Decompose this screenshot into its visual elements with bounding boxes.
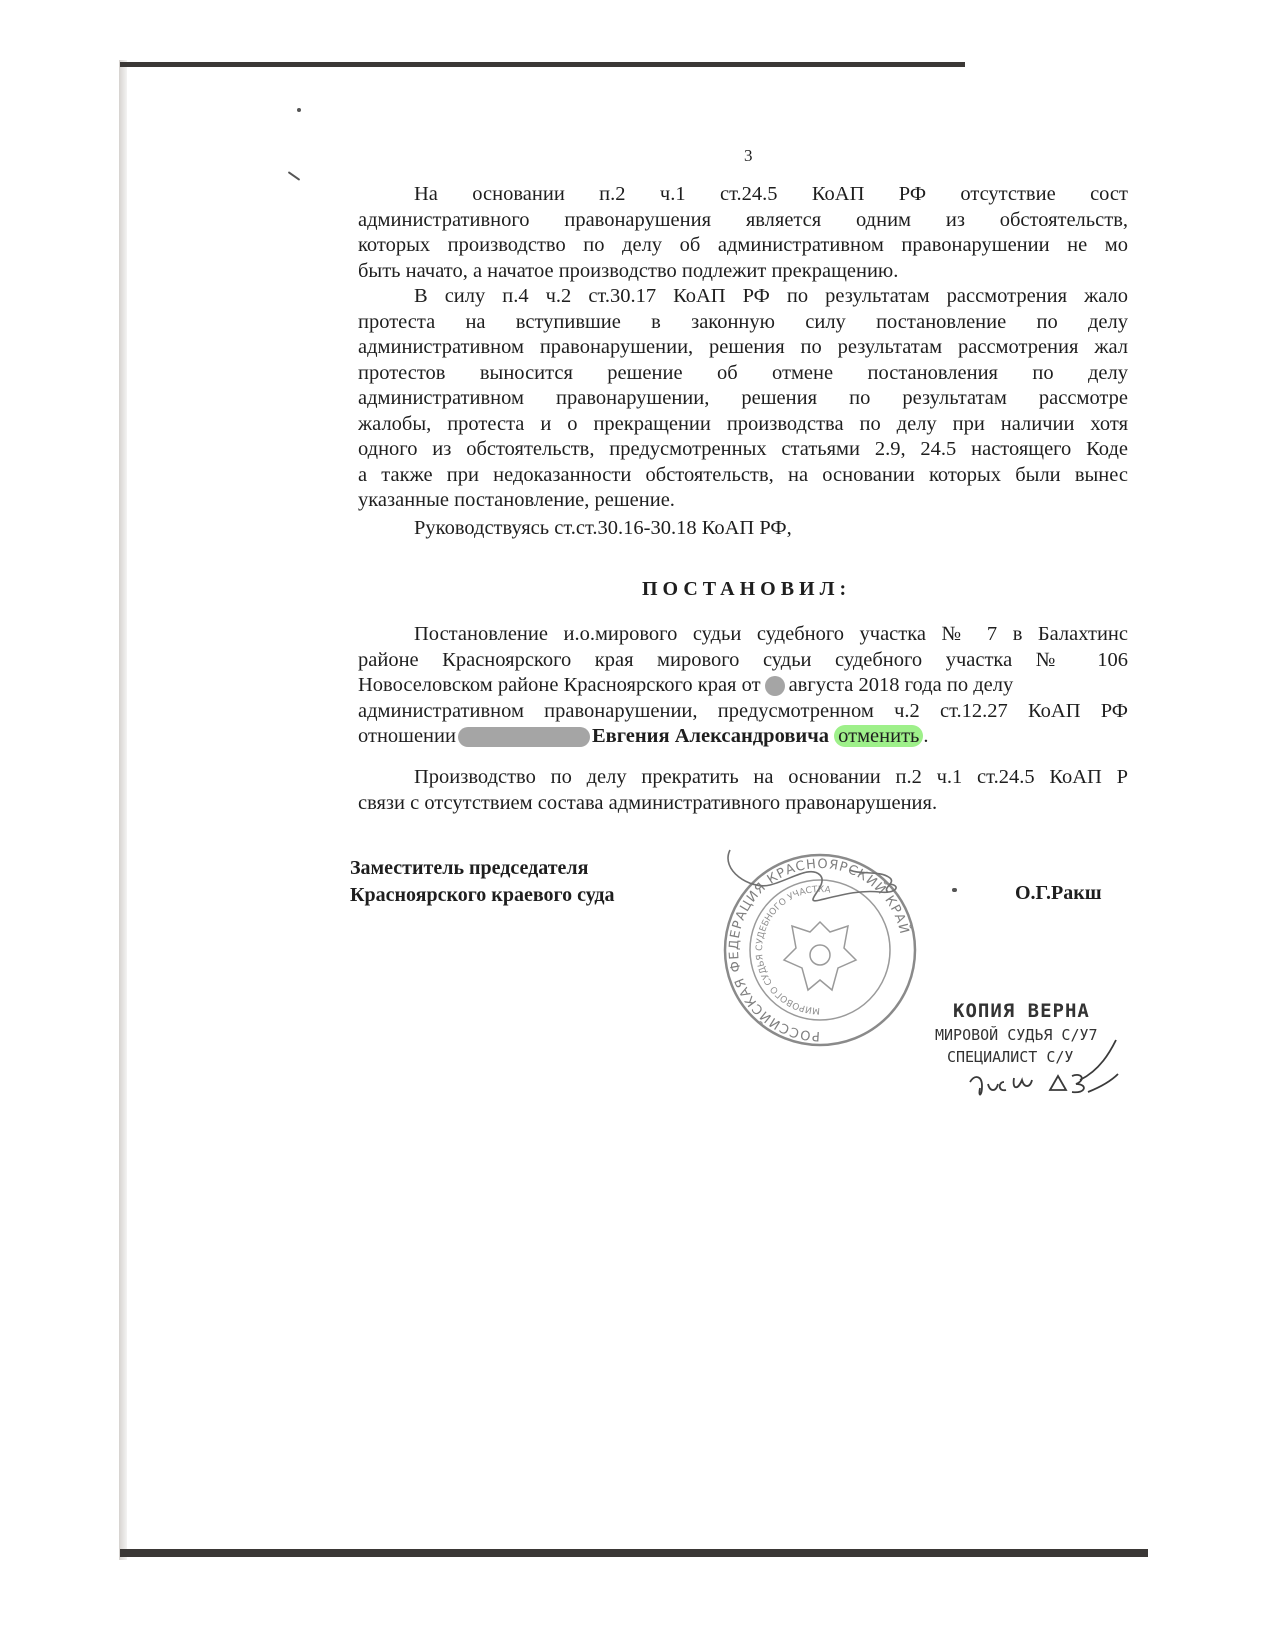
text-line: Руководствуясь ст.ст.30.16-30.18 КоАП РФ,: [414, 517, 792, 539]
signatory-name: О.Г.Ракш: [1015, 882, 1102, 904]
seal-inner-text: МИРОВОГО СУДЬЯ СУДЕБНОГО УЧАСТКА: [754, 884, 832, 1016]
signatory-title: [350, 855, 615, 909]
seal-outer-text: РОССИЙСКАЯ ФЕДЕРАЦИЯ КРАСНОЯРСКИЙ КРАЙ: [726, 856, 912, 1044]
copy-stamp-line: МИРОВОЙ СУДЬЯ С/У7: [935, 1026, 1098, 1044]
text-line: административном правонарушении, предусмотренном ч.2 ст.12.27 КоАП РФ: [358, 699, 1128, 722]
scan-left-shadow: [119, 60, 127, 1560]
resolution-text: .: [923, 725, 929, 747]
page-number: 3: [744, 146, 753, 165]
handwritten-signature-icon: [960, 1020, 1130, 1120]
text-line: Производство по делу прекратить на основании п.2 ч.1 ст.24.5 КоАП Р: [414, 766, 1128, 788]
text-line-name: [358, 724, 1128, 750]
text-line-date: [358, 673, 1128, 699]
scan-top-edge: [120, 62, 965, 67]
redacted-day: [765, 676, 785, 696]
copy-stamp-line: СПЕЦИАЛИСТ С/У: [947, 1048, 1074, 1066]
text-line: а также при недоказанности обстоятельств, на основании которых были вынес: [358, 463, 1128, 486]
text-line: связи с отсутствием состава административного правонарушения.: [358, 791, 938, 814]
copy-stamp-line: КОПИЯ ВЕРНА: [953, 1000, 1090, 1022]
text-line: протеста на вступившие в законную силу постановление по делу: [358, 310, 1128, 333]
paragraph-termination: [358, 765, 1128, 816]
resolution-text: отношении: [358, 725, 456, 747]
paragraph-guided-by: [358, 516, 1128, 542]
redacted-surname: [458, 727, 590, 747]
resolution-text: августа 2018 года по делу: [788, 674, 1014, 696]
text-line: Постановление и.о.мирового судьи судебного участка № 7 в Балахтинс: [414, 623, 1128, 645]
resolution-text: Новоселовском районе Красноярского края от: [358, 674, 761, 696]
paragraph-legal-basis: [358, 284, 1128, 514]
text-line: административном правонарушении, решения по результатам рассмотрения жал: [358, 336, 1128, 358]
highlighted-verdict: отменить: [834, 725, 923, 747]
person-name: Евгения Александровича: [591, 725, 830, 747]
text-line: одного из обстоятельств, предусмотренных статьями 2.9, 24.5 настоящего Коде: [358, 438, 1128, 460]
text-line: протестов выносится решение об отмене постановления по делу: [358, 361, 1128, 384]
scan-right-blank: [1148, 62, 1275, 1562]
text-line: быть начато, а начатое производство подлежит прекращению.: [358, 259, 899, 282]
text-line: административном правонарушении, решения по результатам рассмотре: [358, 387, 1128, 409]
text-line: указанные постановление, решение.: [358, 489, 675, 511]
scan-speck: [952, 888, 957, 892]
signatory-title-line: Красноярского краевого суда: [350, 884, 615, 906]
text-line: районе Красноярского края мирового судьи судебного участка № 106: [358, 648, 1128, 671]
text-line: которых производство по делу об административном правонарушении не мо: [358, 234, 1128, 256]
scan-speck: [297, 108, 301, 112]
paragraph-resolution: [358, 622, 1128, 750]
text-line: жалобы, протеста и о прекращении производства по делу при наличии хотя: [358, 412, 1128, 435]
text-line: На основании п.2 ч.1 ст.24.5 КоАП РФ отсутствие сост: [414, 183, 1128, 205]
paragraph-grounds: [358, 182, 1128, 284]
text-line: В силу п.4 ч.2 ст.30.17 КоАП РФ по результатам рассмотрения жало: [414, 285, 1128, 307]
scan-bottom-edge: [120, 1549, 1150, 1557]
signatory-title-line: Заместитель председателя: [350, 857, 589, 879]
scan-speck: [288, 171, 301, 181]
decision-heading: ПОСТАНОВИЛ:: [642, 578, 852, 600]
court-seal-icon: [700, 840, 940, 1060]
text-line: административного правонарушения является одним из обстоятельств,: [358, 208, 1128, 231]
